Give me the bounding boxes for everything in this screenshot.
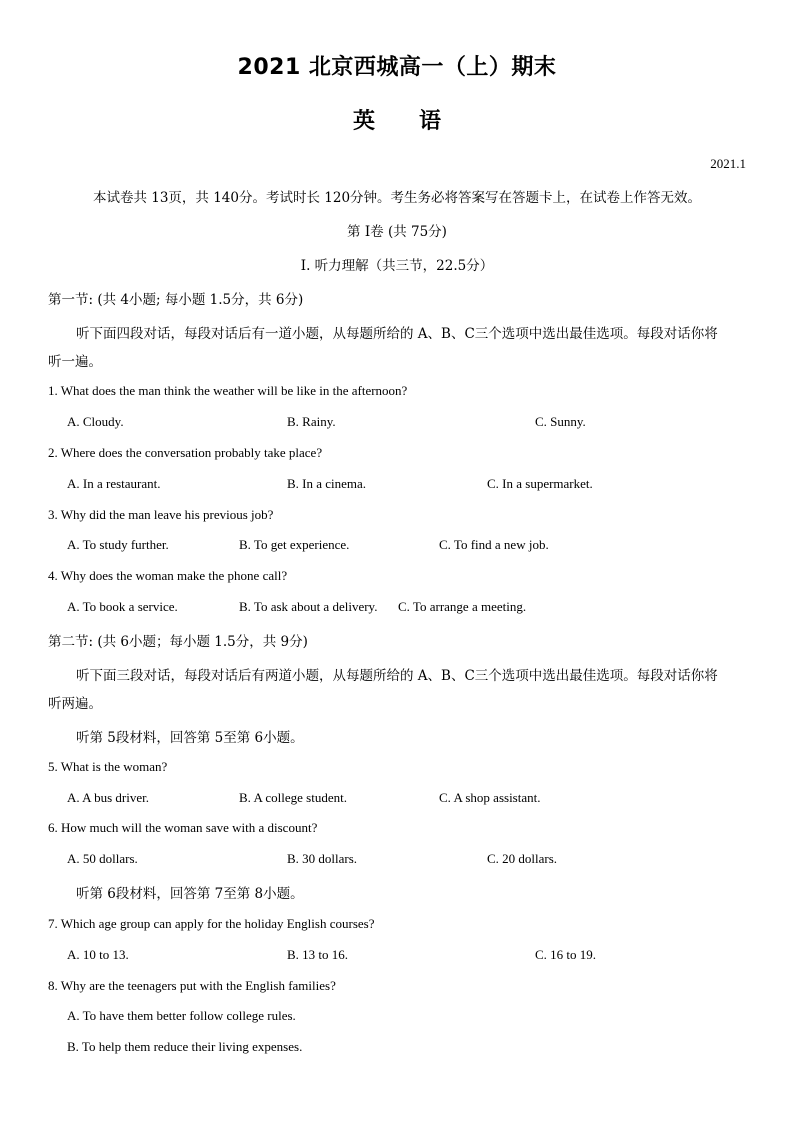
q5-option-a: A. A bus driver. (67, 790, 149, 805)
q5-option-c: C. A shop assistant. (439, 790, 541, 805)
q1-option-a: A. Cloudy. (67, 414, 124, 429)
q6-option-b: B. 30 dollars. (287, 851, 358, 866)
q7-option-a: A. 10 to 13. (67, 947, 129, 962)
question-4: 4. Why does the woman make the phone call? (48, 568, 288, 583)
exam-intro: 本试卷共 13页，共 140分。考试时长 120分钟。考生务必将答案写在答题卡上，在试卷上作答无效。 (92, 190, 702, 206)
q4-option-b: B. To ask about a delivery. (239, 599, 378, 614)
q2-option-c: C. In a supermarket. (487, 476, 593, 491)
q5-option-b: B. A college student. (239, 790, 347, 805)
part-title: I. 听力理解（共三节，22.5分） (300, 258, 494, 274)
q6-option-c: C. 20 dollars. (487, 851, 558, 866)
section1-heading: 第一节: (共 4小题; 每小题 1.5分，共 6分) (48, 292, 304, 308)
q2-option-b: B. In a cinema. (287, 476, 367, 491)
q7-option-b: B. 13 to 16. (287, 947, 349, 962)
q4-option-c: C. To arrange a meeting. (398, 599, 527, 614)
question-2: 2. Where does the conversation probably take place? (48, 445, 323, 460)
question-5: 5. What is the woman? (48, 759, 168, 774)
section2-heading: 第二节: (共 6小题；每小题 1.5分，共 9分) (48, 634, 308, 650)
q3-option-c: C. To find a new job. (439, 537, 549, 552)
question-8: 8. Why are the teenagers put with the English families? (48, 978, 336, 993)
q2-option-a: A. In a restaurant. (67, 476, 161, 491)
question-7: 7. Which age group can apply for the holiday English courses? (48, 916, 375, 931)
volume-title: 第 I卷 (共 75分) (347, 224, 447, 240)
subject-char-1: 英 (352, 109, 375, 134)
question-1: 1. What does the man think the weather will be like in the afternoon? (48, 383, 408, 398)
subject-title (0, 104, 794, 135)
section2-instruction: 听下面三段对话，每段对话后有两道小题，从每题所给的 A、B、C三个选项中选出最佳选项。每段对话你将 (76, 668, 718, 684)
q7-option-c: C. 16 to 19. (535, 947, 597, 962)
q6-option-a: A. 50 dollars. (67, 851, 138, 866)
material-5-note: 听第 5段材料，回答第 5至第 6小题。 (76, 730, 304, 746)
q1-option-c: C. Sunny. (535, 414, 586, 429)
q8-option-b: B. To help them reduce their living expenses. (67, 1039, 303, 1054)
subject-char-2: 语 (419, 109, 442, 134)
question-6: 6. How much will the woman save with a discount? (48, 820, 318, 835)
section1-instruction: 听下面四段对话，每段对话后有一道小题，从每题所给的 A、B、C三个选项中选出最佳选项。每段对话你将 (76, 326, 718, 342)
exam-title: 2021 北京西城高一（上）期末 (237, 55, 557, 80)
question-3: 3. Why did the man leave his previous job? (48, 507, 274, 522)
q1-option-b: B. Rainy. (287, 414, 336, 429)
section1-instruction-cont: 听一遍。 (48, 354, 102, 370)
exam-date: 2021.1 (710, 156, 746, 171)
section2-instruction-cont: 听两遍。 (48, 696, 102, 712)
q3-option-a: A. To study further. (67, 537, 169, 552)
q3-option-b: B. To get experience. (239, 537, 350, 552)
q4-option-a: A. To book a service. (67, 599, 178, 614)
material-6-note: 听第 6段材料，回答第 7至第 8小题。 (76, 886, 304, 902)
q8-option-a: A. To have them better follow college rules. (67, 1008, 296, 1023)
